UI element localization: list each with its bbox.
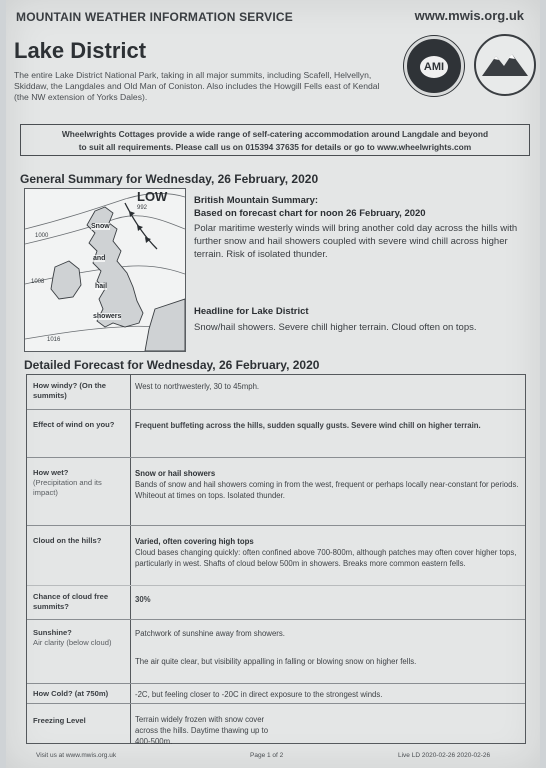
question-cell xyxy=(33,468,125,498)
table-row xyxy=(27,683,525,703)
question-cell: Chance of cloud free summits? xyxy=(33,592,109,611)
mountain-summary-heading xyxy=(194,194,426,220)
answer-cell xyxy=(135,468,520,501)
map-drawing xyxy=(25,189,185,351)
question-cell: Cloud on the hills? xyxy=(33,536,102,545)
map-weather-word: showers xyxy=(93,313,122,320)
advert-line-1: Wheelwrights Cottages provide a wide range of self-catering accommodation around Langdale and beyond xyxy=(61,129,489,139)
area-description: The entire Lake District National Park, taking in all major summits, including Scafell, Helvellyn, Skiddaw, the Langdales and Old Man of Coniston. Also includes the Howgill Fells east of Kendal (the NW extension of Yorks Dales). xyxy=(14,70,380,102)
service-name: MOUNTAIN WEATHER INFORMATION SERVICE xyxy=(16,10,293,24)
table-row xyxy=(27,585,525,619)
page-number: Page 1 of 2 xyxy=(250,752,284,759)
answer-headline: Varied, often covering high tops xyxy=(135,537,254,546)
ami-logo xyxy=(404,36,464,96)
answer-detail: Bands of snow and hail showers coming in from the west, frequent or perhaps locally near-constant for periods. Whiteout at times on tops. Isolated thunder. xyxy=(135,480,519,500)
table-row xyxy=(27,457,525,525)
answer-cell: Frequent buffeting across the hills, sudden squally gusts. Severe wind chill on higher terrain. xyxy=(135,421,481,430)
answer-cell: -2C, but feeling closer to -20C in direct exposure to the strongest winds. xyxy=(135,690,383,699)
map-weather-word: hail xyxy=(95,283,108,290)
table-row xyxy=(27,703,525,746)
headline-heading: Headline for Lake District xyxy=(194,306,309,317)
question-cell xyxy=(33,628,125,648)
question-cell: Effect of wind on you? xyxy=(33,420,115,429)
table-row xyxy=(27,525,525,585)
isobar-label: 1000 xyxy=(35,233,49,239)
question-label: Sunshine? xyxy=(33,628,72,637)
headline-text: Snow/hail showers. Severe chill higher terrain. Cloud often on tops. xyxy=(194,322,477,333)
table-row xyxy=(27,619,525,683)
question-sublabel: (Precipitation and its impact) xyxy=(33,478,102,497)
question-cell: How Cold? (at 750m) xyxy=(33,689,109,698)
answer-cell: The air quite clear, but visibility appalling in falling or blowing snow on higher fells. xyxy=(135,657,417,666)
mountain-summary-subtitle: Based on forecast chart for noon 26 February, 2020 xyxy=(194,208,426,219)
isobar-label: 1016 xyxy=(47,337,61,343)
mountain-summary-title: British Mountain Summary: xyxy=(194,195,319,206)
answer-detail: Cloud bases changing quickly: often confined above 700-800m, although patches may often cover higher tops, particularly in west. Shafts of cloud below 500m in showers. Breaks more common eastern fells. xyxy=(135,548,517,568)
map-weather-word: Snow xyxy=(91,223,110,230)
ami-logo-text: AMI xyxy=(420,56,448,78)
detailed-forecast-title: Detailed Forecast for Wednesday, 26 February, 2020 xyxy=(24,358,320,372)
page-title: Lake District xyxy=(14,38,147,63)
answer-cell: Patchwork of sunshine away from showers. xyxy=(135,629,285,638)
map-weather-word: and xyxy=(93,255,106,262)
answer-cell: West to northwesterly, 30 to 45mph. xyxy=(135,382,260,391)
answer-cell xyxy=(135,536,520,569)
table-row xyxy=(27,375,525,409)
site-url[interactable]: www.mwis.org.uk xyxy=(414,8,524,23)
forecast-sheet xyxy=(6,0,540,768)
synoptic-map xyxy=(24,188,186,352)
question-cell: How windy? (On the summits) xyxy=(33,381,106,400)
answer-headline: Snow or hail showers xyxy=(135,469,216,478)
summary-title: General Summary for Wednesday, 26 February, 2020 xyxy=(20,172,319,186)
advert-line-2: to suit all requirements. Please call us on 015394 37635 for details or go to www.wheelwrights.com xyxy=(78,142,472,152)
answer-cell: 30% xyxy=(135,595,151,604)
map-low-label: LOW xyxy=(137,189,168,204)
mountain-summary-text: Polar maritime westerly winds will bring another cold day across the hills with further snow and hail showers coupled with severe wind chill across higher terrain. Risk of isolated thunder. xyxy=(194,223,518,260)
question-cell: Freezing Level xyxy=(33,716,86,725)
isobar-label: 1008 xyxy=(31,279,45,285)
footer-url: Visit us at www.mwis.org.uk xyxy=(36,752,117,759)
question-sublabel: Air clarity (below cloud) xyxy=(33,638,112,647)
table-row xyxy=(27,409,525,457)
mountain-icon xyxy=(482,50,528,78)
forecast-table xyxy=(26,374,526,744)
isobar-label: 992 xyxy=(137,205,148,211)
question-label: How wet? xyxy=(33,468,69,477)
mwis-logo xyxy=(474,34,536,96)
answer-cell: Terrain widely frozen with snow cover across the hills. Daytime thawing up to 400-500m. xyxy=(135,715,269,746)
advert-box xyxy=(20,124,530,156)
footer-version: Live LD 2020-02-26 2020-02-26 xyxy=(398,752,491,759)
